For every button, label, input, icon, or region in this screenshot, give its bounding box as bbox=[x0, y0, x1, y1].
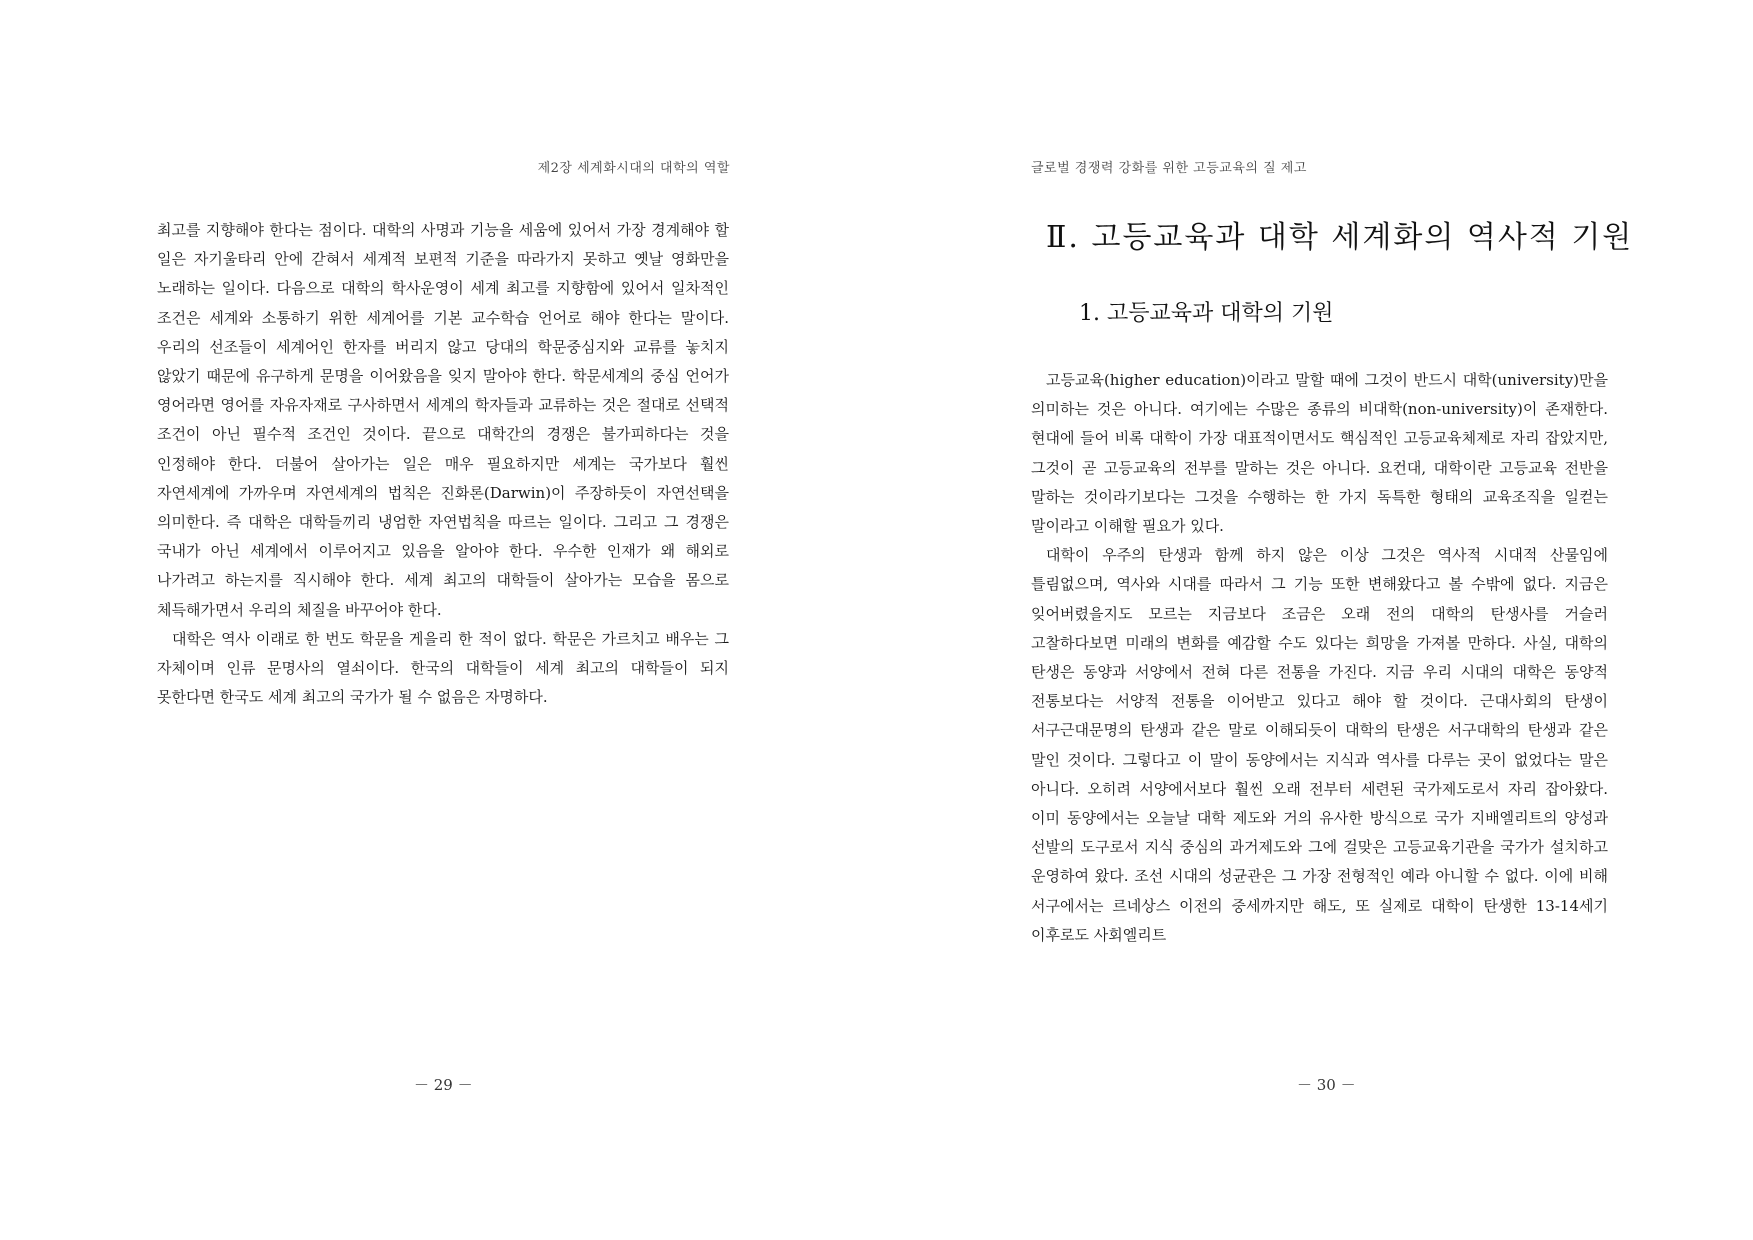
left-page-body bbox=[157, 216, 729, 712]
section-title: 1. 고등교육과 대학의 기원 bbox=[1079, 301, 1334, 326]
page-number-left: － 29 － bbox=[414, 1076, 473, 1094]
chapter-title: Ⅱ. 고등교육과 대학 세계화의 역사적 기원 bbox=[1046, 220, 1634, 255]
right-paragraph-1: 고등교육(higher education)이라고 말할 때에 그것이 반드시 대학(university)만을 의미하는 것은 아니다. 여기에는 수많은 종류의 비대학(non-university)이 존재한다. 현대에 들어 비록 대학이 가장 대표적이면서도 핵심적인 고등교육체제로 자리 잡았지만, 그것이 곧 고등교육의 전부를 말하는 것은 아니다. 요컨대, 대학이란 고등교육 전반을 말하는 것이라기보다는 그것을 수행하는 한 가지 독특한 형태의 교육조직을 일컫는 말이라고 이해할 필요가 있다. bbox=[1031, 371, 1608, 536]
running-head-left: 제2장 세계화시대의 대학의 역할 bbox=[537, 161, 730, 176]
left-paragraph-2: 대학은 역사 이래로 한 번도 학문을 게을리 한 적이 없다. 학문은 가르치고 배우는 그 자체이며 인류 문명사의 열쇠이다. 한국의 대학들이 세계 최고의 대학들이 되지 못한다면 한국도 세계 최고의 국가가 될 수 없음은 자명하다. bbox=[157, 629, 729, 707]
left-page bbox=[0, 0, 876, 1240]
page-number-right: － 30 － bbox=[1297, 1076, 1356, 1094]
right-page-body bbox=[1031, 366, 1608, 950]
left-paragraph-1: 최고를 지향해야 한다는 점이다. 대학의 사명과 기능을 세움에 있어서 가장 경계해야 할 일은 자기울타리 안에 갇혀서 세계적 보편적 기준을 따라가지 못하고 옛날 영화만을 노래하는 일이다. 다음으로 대학의 학사운영이 세계 최고를 지향함에 있어서 일차적인 조건은 세계와 소통하기 위한 세계어를 기본 교수학습 언어로 해야 한다는 말이다. 우리의 선조들이 세계어인 한자를 버리지 않고 당대의 학문중심지와 교류를 놓치지 않았기 때문에 유구하게 문명을 이어왔음을 잊지 말아야 한다. 학문세계의 중심 언어가 영어라면 영어를 자유자재로 구사하면서 세계의 학자들과 교류하는 것은 절대로 선택적 조건이 아닌 필수적 조건인 것이다. 끝으로 대학간의 경쟁은 불가피하다는 것을 인정해야 한다. 더불어 살아가는 일은 매우 필요하지만 세계는 국가보다 훨씬 자연세계에 가까우며 자연세계의 법칙은 진화론(Darwin)이 주장하듯이 자연선택을 의미한다. 즉 대학은 대학들끼리 냉엄한 자연법칙을 따르는 일이다. 그리고 그 경쟁은 국내가 아닌 세계에서 이루어지고 있음을 알아야 한다. 우수한 인재가 왜 해외로 나가려고 하는지를 직시해야 한다. 세계 최고의 대학들이 살아가는 모습을 몸으로 체득해가면서 우리의 체질을 바꾸어야 한다. bbox=[157, 221, 729, 619]
right-page bbox=[876, 0, 1753, 1240]
running-head-right: 글로벌 경쟁력 강화를 위한 고등교육의 질 제고 bbox=[1031, 161, 1307, 176]
right-paragraph-2: 대학이 우주의 탄생과 함께 하지 않은 이상 그것은 역사적 시대적 산물임에 틀림없으며, 역사와 시대를 따라서 그 기능 또한 변해왔다고 볼 수밖에 없다. 지금은 잊어버렸을지도 모르는 지금보다 조금은 오래 전의 대학의 탄생사를 거슬러 고찰하다보면 미래의 변화를 예감할 수도 있다는 희망을 가져볼 만하다. 사실, 대학의 탄생은 동양과 서양에서 전혀 다른 전통을 가진다. 지금 우리 시대의 대학은 동양적 전통보다는 서양적 전통을 이어받고 있다고 해야 할 것이다. 근대사회의 탄생이 서구근대문명의 탄생과 같은 말로 이해되듯이 대학의 탄생은 서구대학의 탄생과 같은 말인 것이다. 그렇다고 이 말이 동양에서는 지식과 역사를 다루는 곳이 없었다는 말은 아니다. 오히려 서양에서보다 훨씬 오래 전부터 세련된 국가제도로서 자리 잡아왔다. 이미 동양에서는 오늘날 대학 제도와 거의 유사한 방식으로 국가 지배엘리트의 양성과 선발의 도구로서 지식 중심의 과거제도와 그에 걸맞은 고등교육기관을 국가가 설치하고 운영하여 왔다. 조선 시대의 성균관은 그 가장 전형적인 예라 아니할 수 없다. 이에 비해 서구에서는 르네상스 이전의 중세까지만 해도, 또 실제로 대학이 탄생한 13-14세기 이후로도 사회엘리트 bbox=[1031, 546, 1608, 944]
